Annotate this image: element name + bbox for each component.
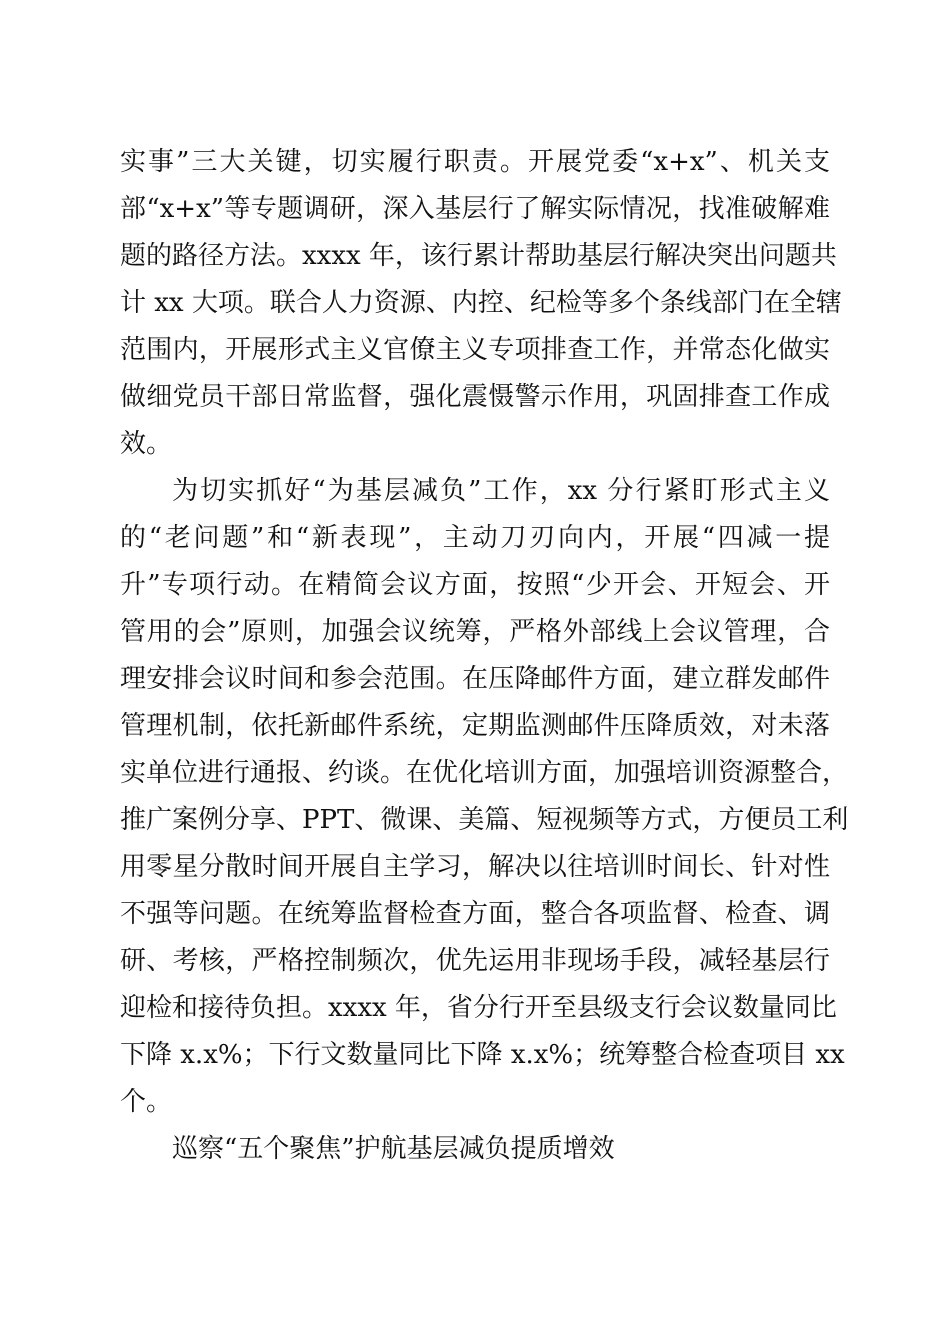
paragraph-2-line-11: 研、考核，严格控制频次，优先运用非现场手段，减轻基层行 (120, 946, 830, 976)
paragraph-1-line-1: 实事”三大关键，切实履行职责。开展党委“x+x”、机关支 (120, 147, 830, 177)
paragraph-2-line-8: 推广案例分享、PPT、微课、美篇、短视频等方式，方便员工利 (120, 805, 849, 835)
paragraph-1-line-3: 题的路径方法。xxxx 年，该行累计帮助基层行解决突出问题共 (120, 241, 837, 271)
paragraph-2-line-12: 迎检和接待负担。xxxx 年，省分行开至县级支行会议数量同比 (120, 993, 837, 1023)
paragraph-1-line-5: 范围内，开展形式主义官僚主义专项排查工作，并常态化做实 (120, 335, 830, 365)
paragraph-1-line-2: 部“x+x”等专题调研，深入基层行了解实际情况，找准破解难 (120, 194, 830, 224)
paragraph-2-line-10: 不强等问题。在统筹监督检查方面，整合各项监督、检查、调 (120, 899, 830, 929)
paragraph-2-line-7: 实单位进行通报、约谈。在优化培训方面，加强培训资源整合， (120, 758, 849, 788)
section-heading: 巡察“五个聚焦”护航基层减负提质增效 (172, 1134, 615, 1164)
paragraph-2-line-2: 的“老问题”和“新表现”，主动刀刃向内，开展“四减一提 (120, 523, 830, 553)
paragraph-2-line-3: 升”专项行动。在精简会议方面，按照“少开会、开短会、开 (120, 570, 830, 600)
paragraph-2-line-14: 个。 (120, 1087, 173, 1117)
paragraph-1-line-4: 计 xx 大项。联合人力资源、内控、纪检等多个条线部门在全辖 (120, 288, 842, 318)
paragraph-1-line-6: 做细党员干部日常监督，强化震慑警示作用，巩固排查工作成 (120, 382, 830, 412)
paragraph-2-line-4: 管用的会”原则，加强会议统筹，严格外部线上会议管理，合 (120, 617, 830, 647)
paragraph-2-line-6: 管理机制，依托新邮件系统，定期监测邮件压降质效，对未落 (120, 711, 830, 741)
paragraph-2-line-13: 下降 x.x%；下行文数量同比下降 x.x%；统筹整合检查项目 xx (120, 1040, 845, 1070)
paragraph-2-line-5: 理安排会议时间和参会范围。在压降邮件方面，建立群发邮件 (120, 664, 830, 694)
paragraph-2-line-9: 用零星分散时间开展自主学习，解决以往培训时间长、针对性 (120, 852, 830, 882)
paragraph-1-line-7: 效。 (120, 429, 173, 459)
paragraph-2-line-1: 为切实抓好“为基层减负”工作，xx 分行紧盯形式主义 (172, 476, 830, 506)
